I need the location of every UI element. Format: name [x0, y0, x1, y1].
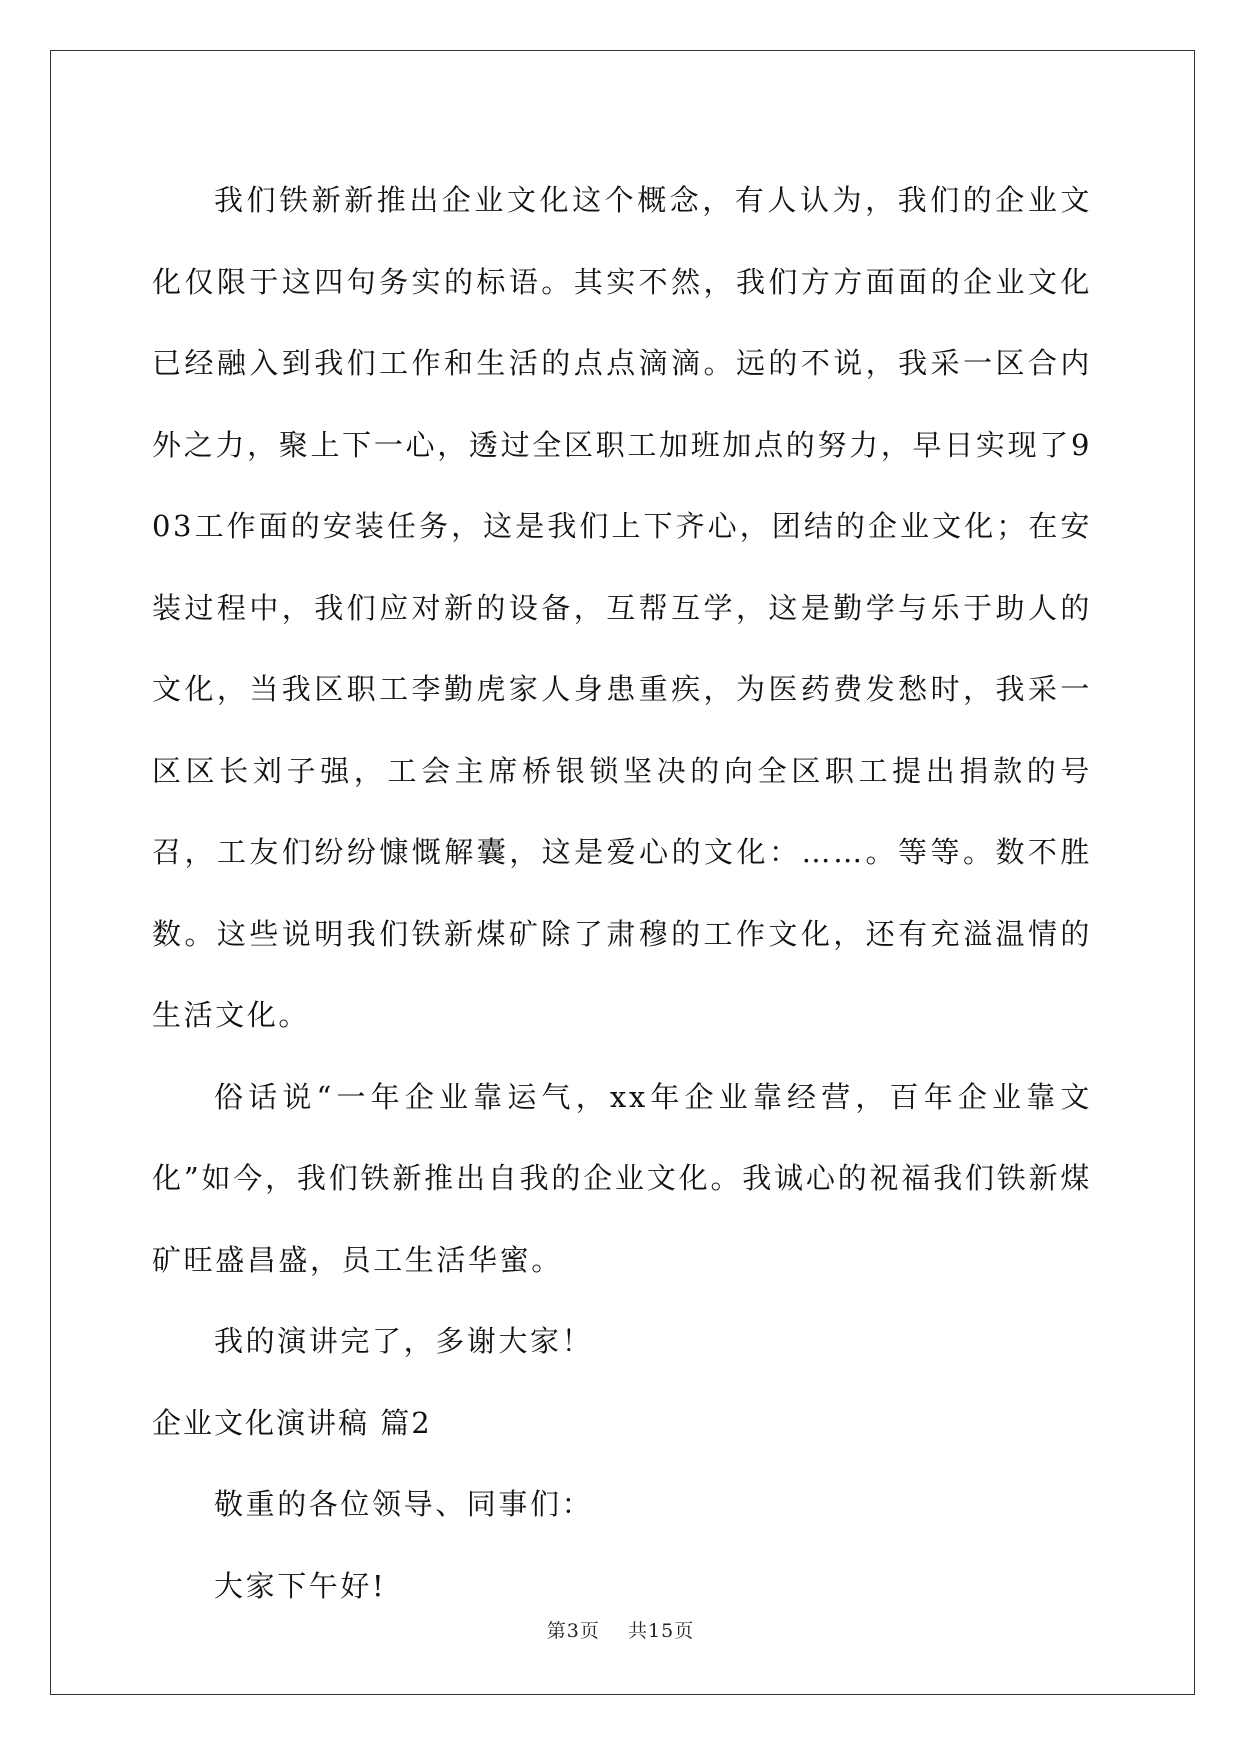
- greeting-line: 敬重的各位领导、同事们：: [214, 1487, 594, 1521]
- section-title: 企业文化演讲稿 篇2: [152, 1405, 432, 1440]
- page-total: 共15页: [628, 1620, 695, 1642]
- paragraph-corporate-culture: 我们铁新新推出企业文化这个概念，有人认为，我们的企业文化仅限于这四句务实的标语。其实不然，我们方方面面的企业文化已经融入到我们工作和生活的点点滴滴。远的不说，我采一区合内外之力，聚上下一心，透过全区职工加班加点的努力，早日实现了903工作面的安装任务，这是我们上下齐心，团结的企业文化；在安装过程中，我们应对新的设备，互帮互学，这是勤学与乐于助人的文化，当我区职工李勤虎家人身患重疾，为医药费发愁时，我采一区区长刘子强，工会主席桥银锁坚决的向全区职工提出捐款的号召，工友们纷纷慷慨解囊，这是爱心的文化：……。等等。数不胜数。这些说明我们铁新煤矿除了肃穆的工作文化，还有充溢温情的生活文化。: [152, 183, 1092, 1032]
- page-number: 第3页: [546, 1620, 600, 1642]
- document-body: [152, 160, 1092, 1627]
- paragraph-closing: 我的演讲完了，多谢大家！: [214, 1324, 594, 1358]
- page-footer: [0, 1616, 1241, 1643]
- salutation-line: 大家下午好!: [214, 1568, 387, 1603]
- paragraph-proverb: 俗话说“一年企业靠运气，xx年企业靠经营，百年企业靠文化”如今，我们铁新推出自我的企业文化。我诚心的祝福我们铁新煤矿旺盛昌盛，员工生活华蜜。: [152, 1079, 1092, 1277]
